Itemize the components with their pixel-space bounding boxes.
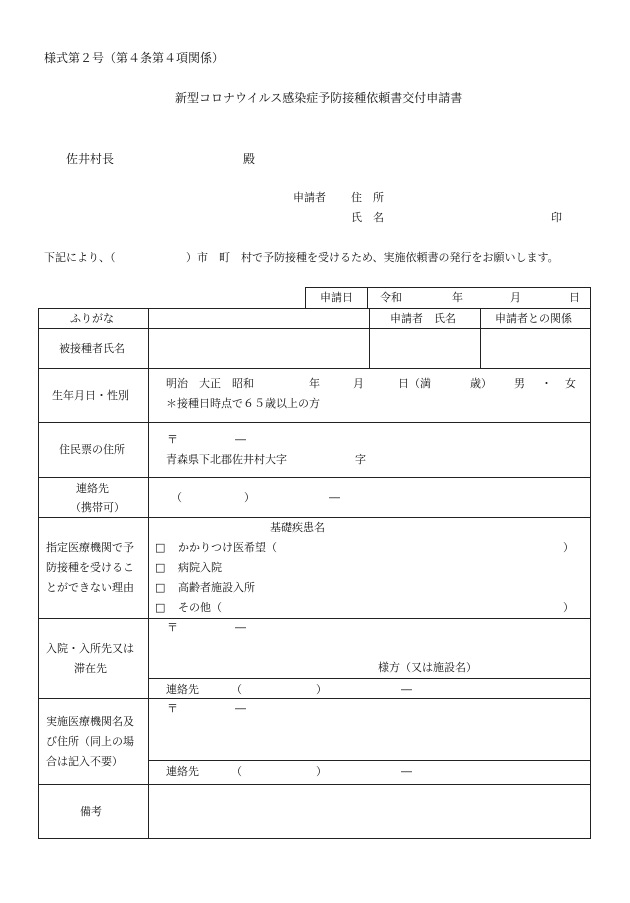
- option-other-close: ）: [563, 601, 574, 614]
- birth-month: 月: [353, 377, 364, 390]
- applicant-address-label: 住 所: [351, 191, 384, 204]
- reason-label-line-2: 防接種を受けるこ: [46, 561, 134, 574]
- stay-postal-dash: ―: [235, 621, 246, 634]
- phone-dash: ―: [329, 491, 340, 504]
- institution-paren-open: （: [231, 765, 242, 778]
- phone-paren-close: ）: [244, 491, 255, 504]
- option-hospitalized: 病院入院: [178, 561, 222, 574]
- stay-paren-open: （: [231, 683, 242, 696]
- recipient-name-label: 被接種者氏名: [59, 342, 125, 355]
- intro-suffix: ）市 町 村で予防接種を受けるため、実施依頼書の発行をお願いします。: [186, 251, 559, 264]
- sex-separator: ・: [541, 377, 552, 390]
- checkbox-other[interactable]: □: [155, 601, 166, 614]
- sex-male: 男: [514, 377, 525, 390]
- checkbox-family-doctor[interactable]: □: [155, 541, 166, 554]
- institution-paren-close: ）: [316, 765, 327, 778]
- institution-phone-dash: ―: [401, 765, 412, 778]
- seal-mark: 印: [551, 211, 562, 224]
- remarks-label: 備考: [80, 805, 102, 818]
- era-reiwa: 令和: [380, 291, 402, 304]
- stay-postal-mark-icon: 〒: [167, 621, 178, 634]
- institution-label-line-1: 実施医療機関名及: [46, 715, 134, 728]
- sex-female: 女: [565, 377, 576, 390]
- institution-label-line-3: 合は記入不要）: [46, 755, 123, 768]
- checkbox-elderly-facility[interactable]: □: [155, 581, 166, 594]
- age-note: ＊接種日時点で６５歳以上の方: [166, 397, 320, 410]
- applicant-name-label: 氏 名: [351, 211, 384, 224]
- reason-label-line-3: とができない理由: [46, 581, 134, 594]
- reason-label-line-1: 指定医療機関で予: [46, 541, 134, 554]
- stay-paren-close: ）: [316, 683, 327, 696]
- addressee: 佐井村長: [66, 152, 115, 166]
- honorific: 殿: [243, 152, 256, 166]
- stay-label-line-1: 入院・入所先又は: [46, 642, 134, 655]
- option-family-doctor: かかりつけ医希望（: [178, 541, 277, 554]
- date-day: 日: [569, 291, 580, 304]
- stay-label-line-2: 滞在先: [74, 662, 107, 675]
- postal-mark-icon: 〒: [167, 433, 178, 446]
- institution-postal-mark-icon: 〒: [167, 702, 178, 715]
- contact-mobile-note: （携帯可）: [70, 501, 125, 514]
- option-elderly-facility: 高齢者施設入所: [178, 581, 255, 594]
- intro-prefix: 下記により、（: [44, 251, 116, 264]
- institution-contact-label: 連絡先: [166, 765, 199, 778]
- option-family-doctor-close: ）: [563, 541, 574, 554]
- resident-address-label: 住民票の住所: [59, 443, 125, 456]
- stay-phone-dash: ―: [401, 683, 412, 696]
- era-options: 明治 大正 昭和: [166, 377, 254, 390]
- underlying-disease-label: 基礎疾患名: [270, 521, 325, 534]
- applicant-label: 申請者: [293, 191, 326, 204]
- aza-label: 字: [355, 453, 366, 466]
- age-suffix: 歳）: [470, 377, 492, 390]
- birth-year: 年: [309, 377, 320, 390]
- care-of-label: 様方（又は施設名）: [378, 661, 477, 674]
- birth-day-age: 日（満: [398, 377, 431, 390]
- page-title: 新型コロナウイルス感染症予防接種依頼書交付申請書: [175, 91, 463, 105]
- postal-dash: ―: [235, 433, 246, 446]
- stay-contact-label: 連絡先: [166, 683, 199, 696]
- birth-label: 生年月日・性別: [52, 389, 129, 402]
- village-address: 青森県下北郡佐井村大字: [166, 453, 287, 466]
- applicant-name-header: 申請者 氏名: [390, 312, 456, 325]
- form-number: 様式第２号（第４条第４項関係）: [44, 51, 225, 65]
- institution-label-line-2: び住所（同上の場: [46, 735, 134, 748]
- checkbox-hospitalized[interactable]: □: [155, 561, 166, 574]
- institution-postal-dash: ―: [235, 702, 246, 715]
- date-year: 年: [452, 291, 463, 304]
- application-date-label: 申請日: [320, 291, 353, 304]
- relation-header: 申請者との関係: [495, 312, 572, 325]
- option-other: その他（: [178, 601, 222, 614]
- furigana-label: ふりがな: [70, 312, 114, 325]
- date-month: 月: [510, 291, 521, 304]
- contact-label: 連絡先: [76, 482, 109, 495]
- phone-paren-open: （: [171, 491, 182, 504]
